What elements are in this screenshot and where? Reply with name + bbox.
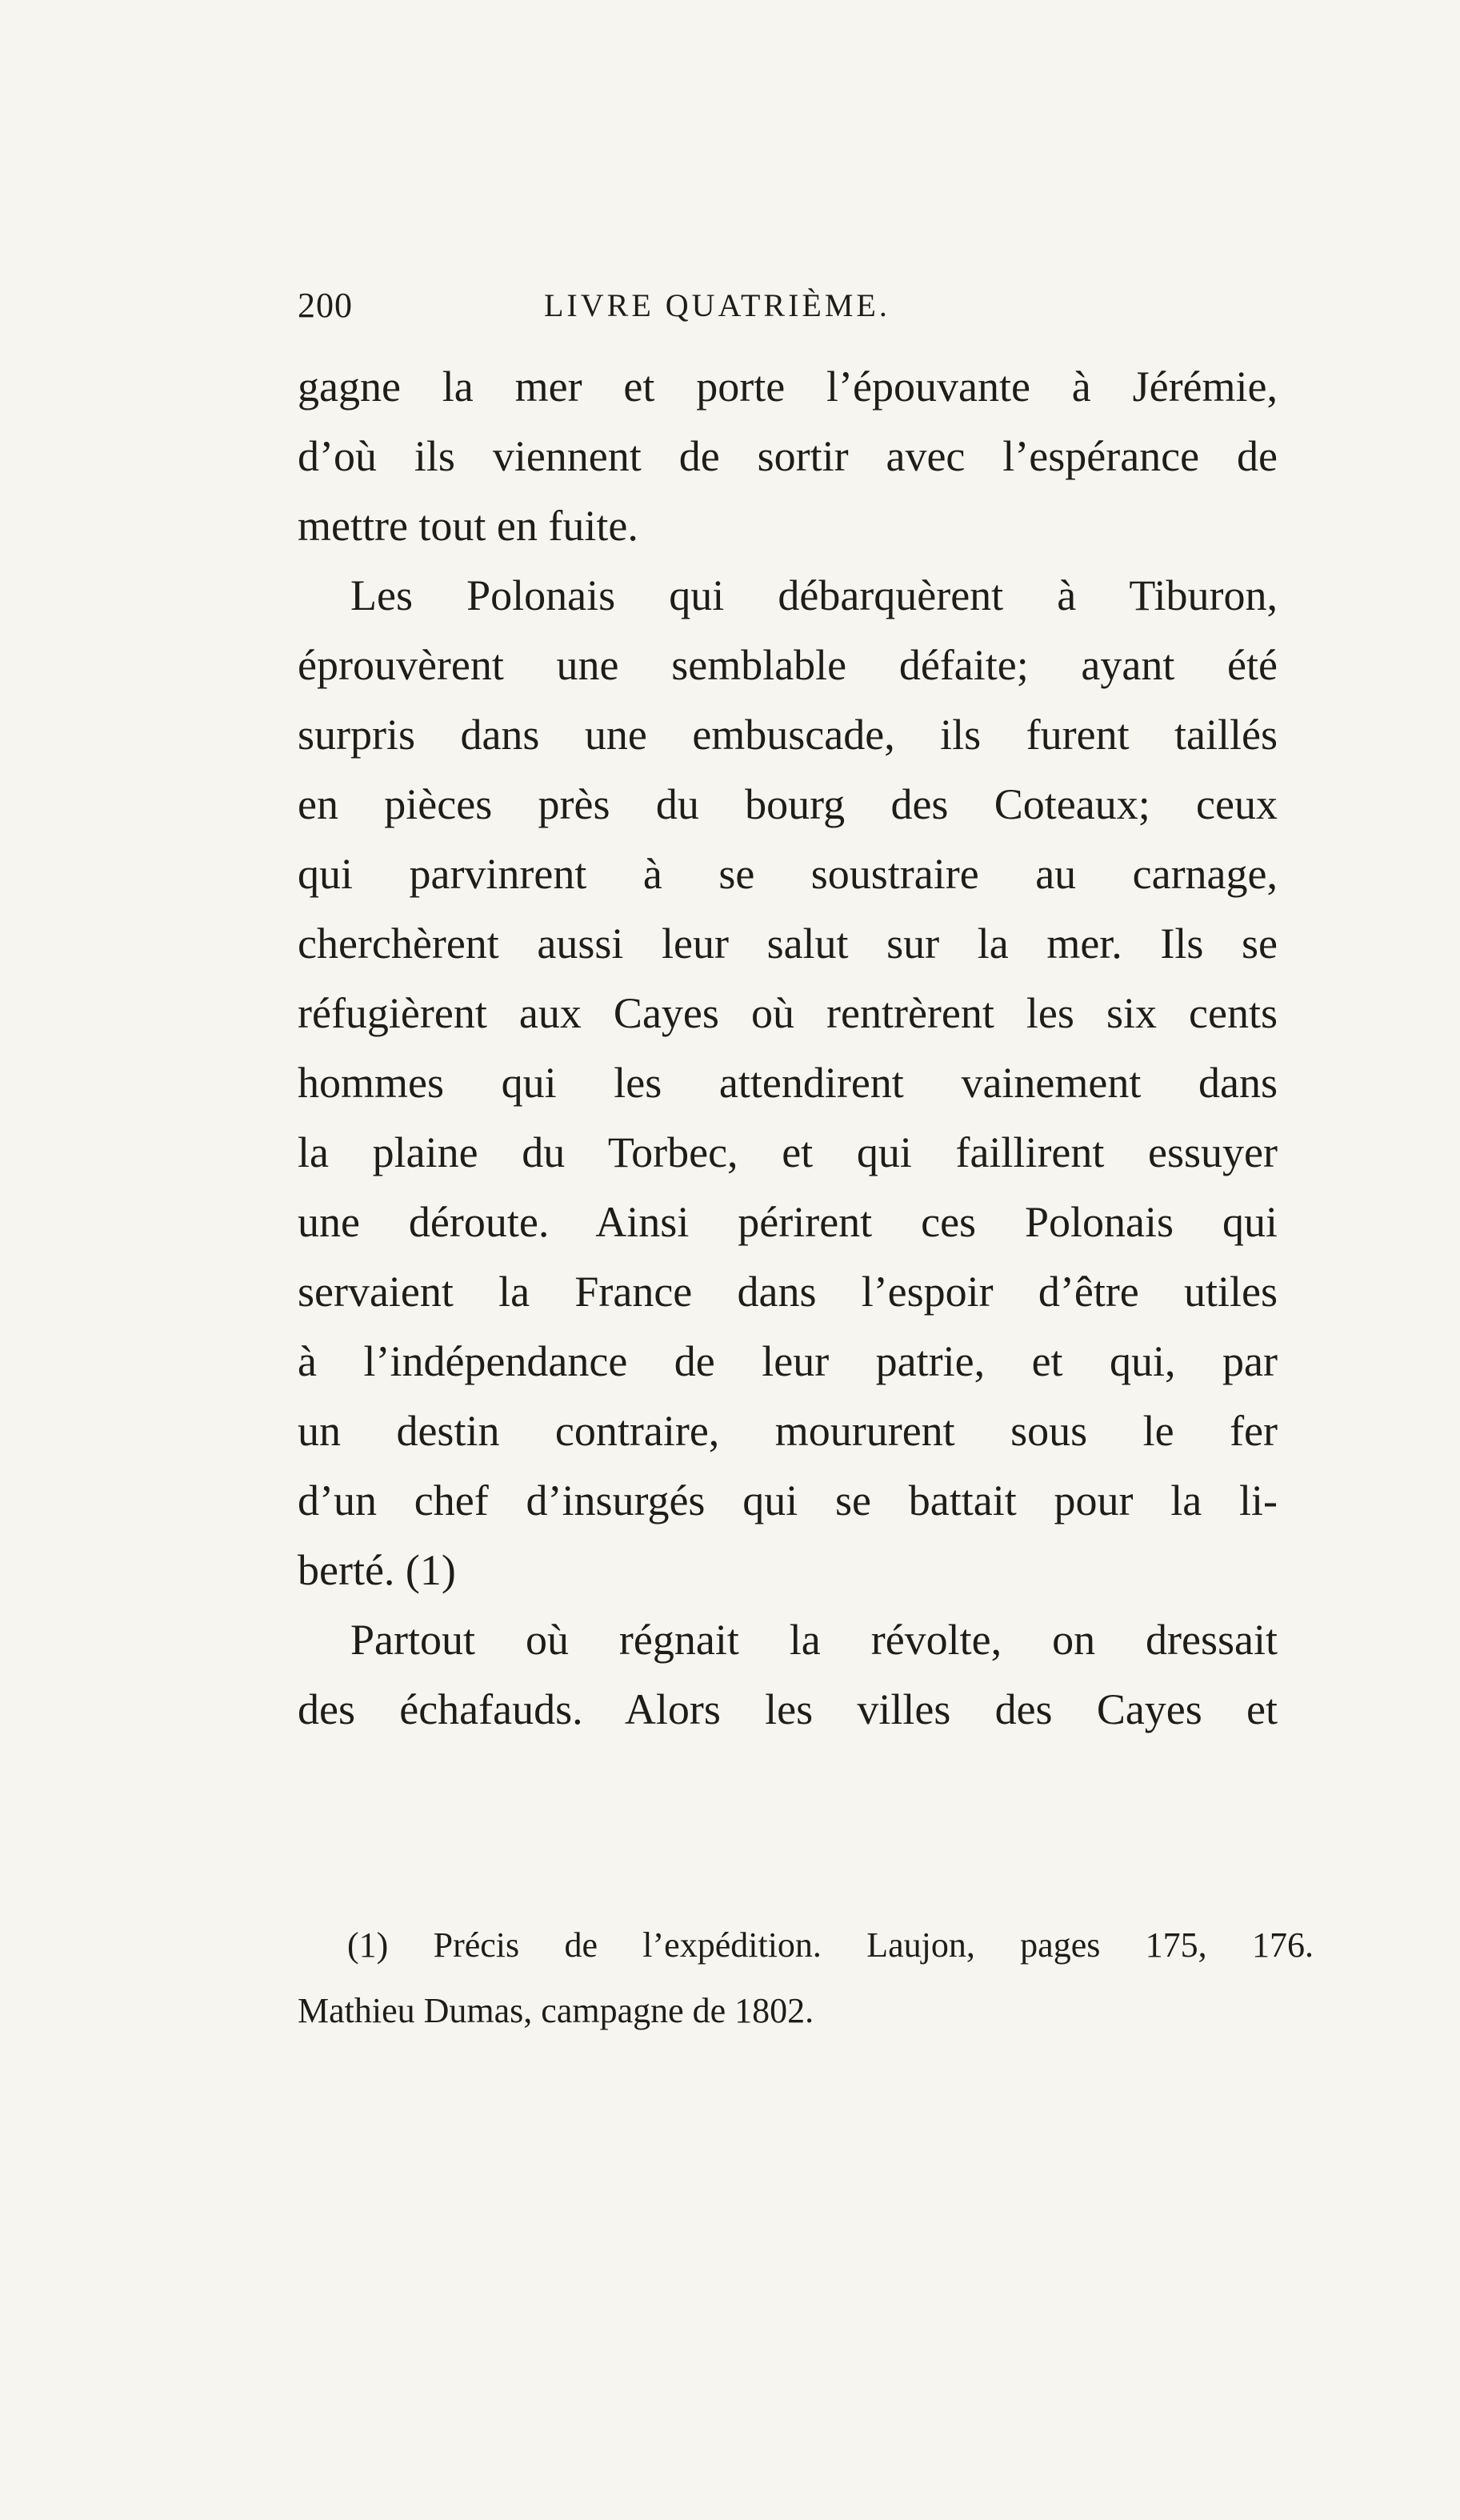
running-head: LIVRE QUATRIÈME.: [544, 287, 890, 323]
text-line: une déroute. Ainsi périrent ces Polonais qui: [298, 1198, 1278, 1246]
text-line: surpris dans une embuscade, ils furent taillés: [298, 711, 1278, 759]
text-line: servaient la France dans l’espoir d’être utiles: [298, 1268, 1278, 1316]
page-header: [298, 285, 1298, 333]
text-line: gagne la mer et porte l’épouvante à Jérémie,: [298, 363, 1278, 411]
text-line: qui parvinrent à se soustraire au carnage,: [298, 850, 1278, 898]
footnotes: [298, 1913, 1314, 2044]
text-line: des échafauds. Alors les villes des Cayes et: [298, 1685, 1278, 1733]
text-line: berté. (1): [298, 1546, 456, 1594]
text-line: mettre tout en fuite.: [298, 502, 638, 550]
text-line: d’un chef d’insurgés qui se battait pour la li-: [298, 1476, 1278, 1524]
text-line: à l’indépendance de leur patrie, et qui, par: [298, 1337, 1278, 1385]
text-line: en pièces près du bourg des Coteaux; ceux: [298, 780, 1278, 828]
page-number: 200: [298, 286, 353, 325]
text-line: Les Polonais qui débarquèrent à Tiburon,: [350, 571, 1278, 619]
footnote-line: (1) Précis de l’expédition. Laujon, pages 175, 176.: [347, 1925, 1314, 1965]
text-line: hommes qui les attendirent vainement dans: [298, 1059, 1278, 1107]
text-line: la plaine du Torbec, et qui faillirent essuyer: [298, 1128, 1278, 1176]
text-line: réfugièrent aux Cayes où rentrèrent les six cents: [298, 989, 1278, 1037]
text-line: éprouvèrent une semblable défaite; ayant été: [298, 641, 1278, 689]
footnote-line: Mathieu Dumas, campagne de 1802.: [298, 1991, 814, 2030]
text-line: un destin contraire, moururent sous le fer: [298, 1407, 1278, 1455]
text-line: Partout où régnait la révolte, on dressait: [350, 1616, 1278, 1664]
text-line: cherchèrent aussi leur salut sur la mer. Ils se: [298, 919, 1278, 968]
text-line: d’où ils viennent de sortir avec l’espérance de: [298, 432, 1278, 480]
body-text: [298, 352, 1278, 1745]
